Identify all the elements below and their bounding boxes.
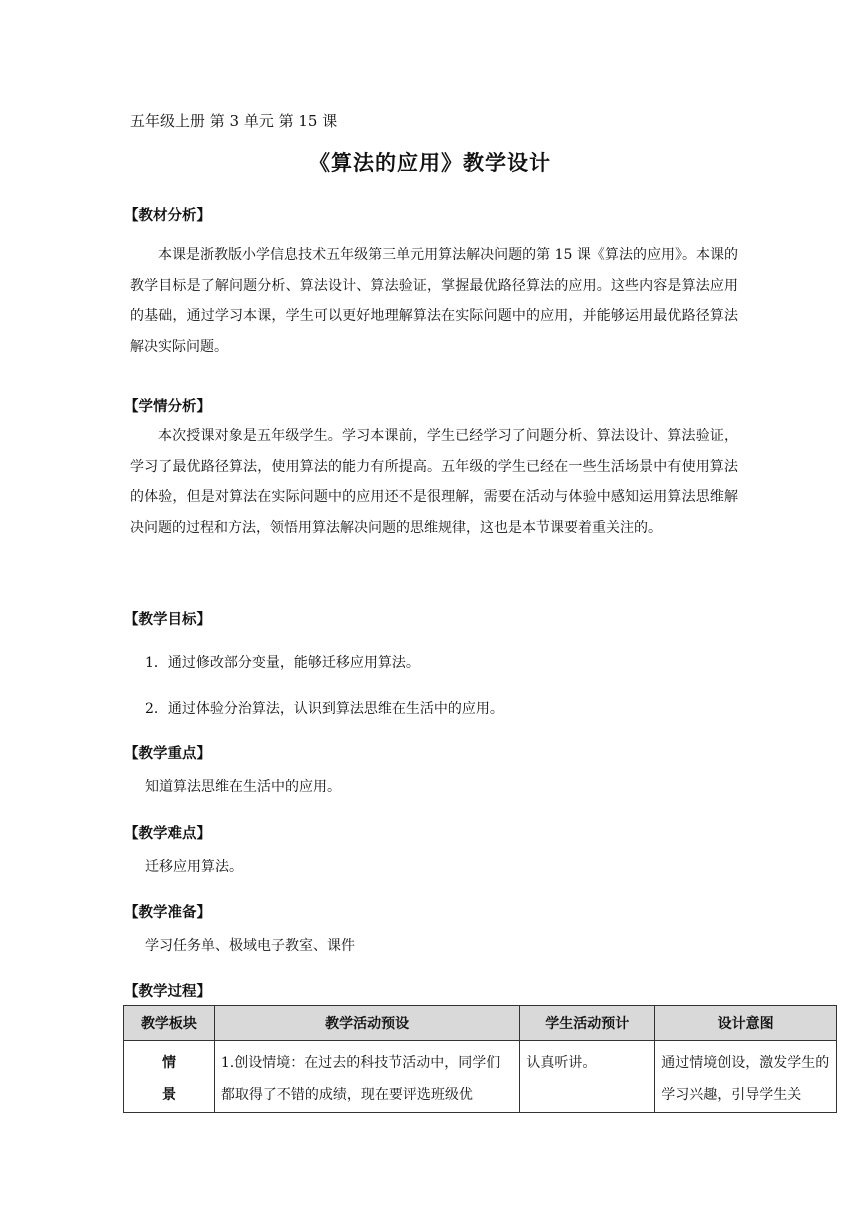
heading-preparation: 【教学准备】	[124, 904, 211, 921]
heading-process: 【教学过程】	[124, 983, 211, 1000]
cell-intent: 通过情境创设，激发学生的学习兴趣，引导学生关	[655, 1041, 837, 1113]
heading-goals: 【教学目标】	[124, 611, 211, 628]
table-header-row	[124, 1006, 837, 1041]
preparation-text: 学习任务单、极域电子教室、课件	[145, 938, 355, 954]
header-student: 学生活动预计	[520, 1006, 655, 1041]
heading-difficulty: 【教学难点】	[124, 825, 211, 842]
header-intent: 设计意图	[655, 1006, 837, 1041]
heading-key-point: 【教学重点】	[124, 745, 211, 762]
goal-item-2: 2．通过体验分治算法，认识到算法思维在生活中的应用。	[145, 701, 504, 717]
heading-students: 【学情分析】	[124, 398, 211, 415]
cell-block	[124, 1041, 215, 1113]
cell-student: 认真听讲。	[520, 1041, 655, 1113]
goal-item-1: 1．通过修改部分变量，能够迁移应用算法。	[145, 655, 420, 671]
difficulty-text: 迁移应用算法。	[145, 859, 243, 875]
heading-material: 【教材分析】	[124, 207, 211, 224]
header-block: 教学板块	[124, 1006, 215, 1041]
document-title: 《算法的应用》教学设计	[309, 150, 551, 175]
cell-activity: 1.创设情境：在过去的科技节活动中，同学们都取得了不错的成绩，现在要评选班级优	[214, 1041, 520, 1113]
header-activity: 教学活动预设	[214, 1006, 520, 1041]
block-char-1: 情	[161, 1055, 176, 1071]
key-point-text: 知道算法思维在生活中的应用。	[145, 779, 341, 795]
process-table	[123, 1005, 837, 1113]
table-row	[124, 1041, 837, 1113]
block-char-2: 景	[161, 1087, 176, 1103]
paragraph-material: 本课是浙教版小学信息技术五年级第三单元用算法解决问题的第 15 课《算法的应用》。本课的教学目标是了解问题分析、算法设计、算法验证，掌握最优路径算法的应用。这些内容是算法应用的基础，通过学习本课，学生可以更好地理解算法在实际问题中的应用，并能够运用最优路径算法解决实际问题。	[130, 247, 738, 355]
lesson-info: 五年级上册 第 3 单元 第 15 课	[130, 112, 338, 130]
paragraph-students: 本次授课对象是五年级学生。学习本课前，学生已经学习了问题分析、算法设计、算法验证，学习了最优路径算法，使用算法的能力有所提高。五年级的学生已经在一些生活场景中有使用算法的体验，但是对算法在实际问题中的应用还不是很理解，需要在活动与体验中感知运用算法思维解决问题的过程和方法，领悟用算法解决问题的思维规律，这也是本节课要着重关注的。	[130, 428, 738, 536]
